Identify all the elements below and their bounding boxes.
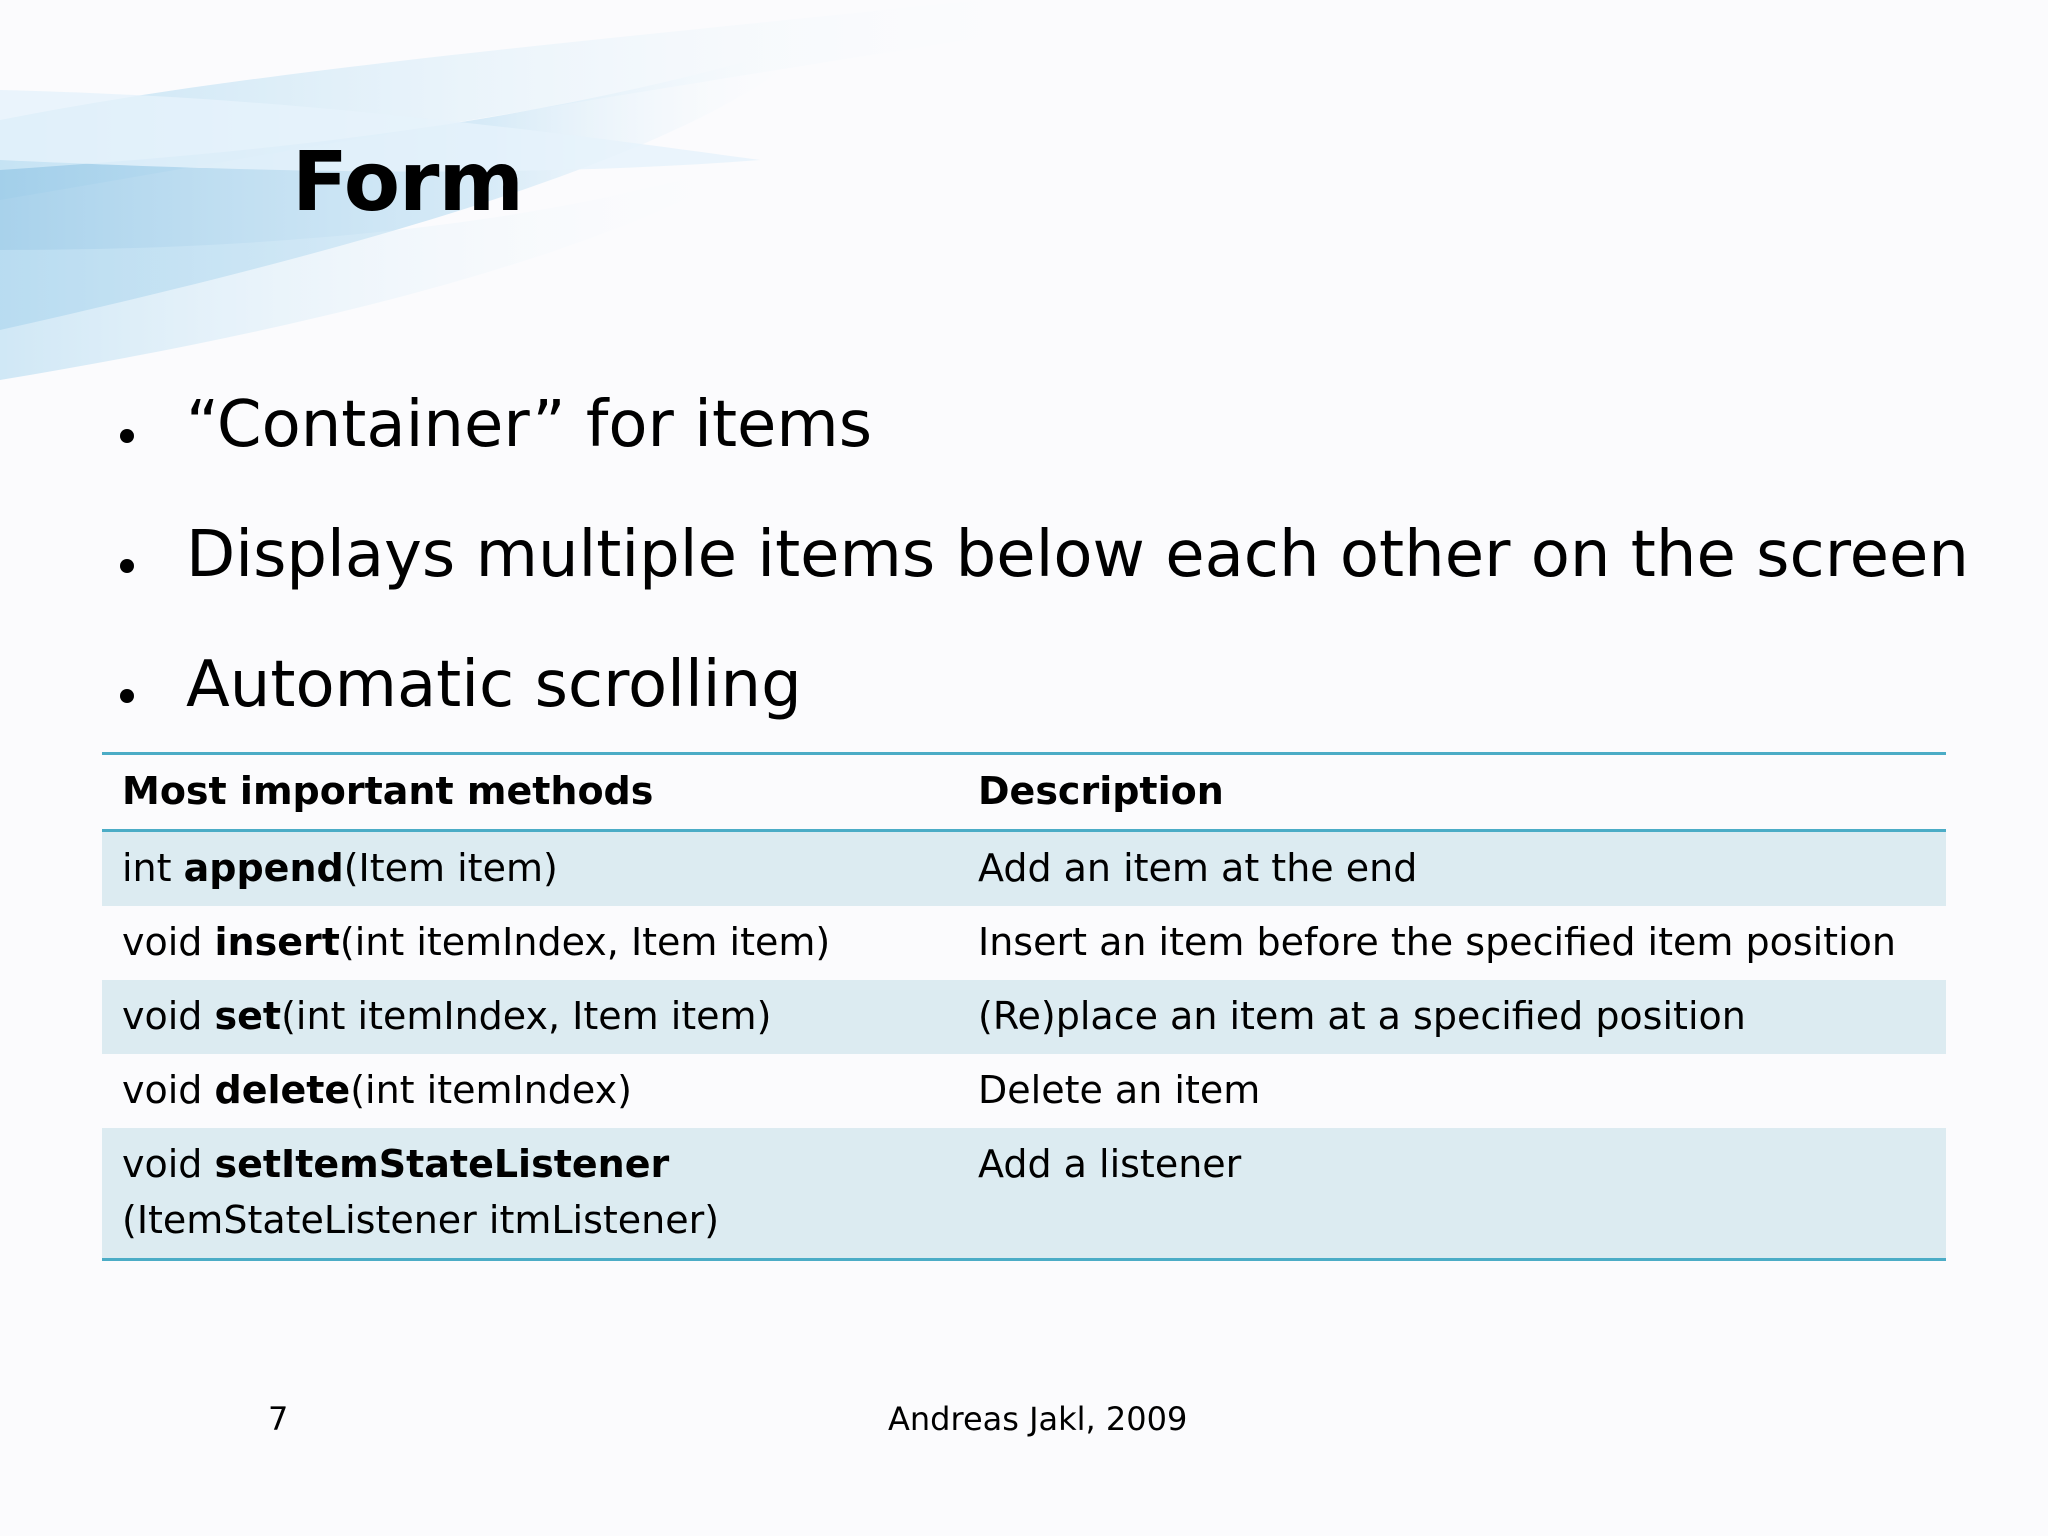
table-row <box>102 980 1946 1054</box>
method-name: insert <box>214 920 340 964</box>
method-cell <box>102 1054 958 1128</box>
method-name: set <box>214 994 282 1038</box>
bullet-dot-icon <box>120 429 134 443</box>
method-cell <box>102 906 958 980</box>
method-params: (int itemIndex) <box>350 1068 632 1112</box>
description-cell: Delete an item <box>978 1068 1261 1112</box>
page-number: 7 <box>268 1400 289 1438</box>
bullet-text: “Container” for items <box>186 388 873 462</box>
return-type: void <box>122 1068 215 1112</box>
return-type: void <box>122 994 215 1038</box>
bullet-text: Displays multiple items below each other on the screen <box>186 518 1969 592</box>
header-methods: Most important methods <box>122 769 654 813</box>
table-header-row <box>102 754 1946 831</box>
table-row <box>102 906 1946 980</box>
method-cell <box>102 980 958 1054</box>
decorative-swoosh <box>0 0 1100 420</box>
method-params-continued: (ItemStateListener itmListener) <box>122 1198 720 1242</box>
bullet-dot-icon <box>120 559 134 573</box>
return-type: int <box>122 846 184 890</box>
methods-table <box>102 752 1946 1261</box>
footer-author: Andreas Jakl, 2009 <box>888 1400 1188 1438</box>
table-row <box>102 831 1946 907</box>
method-cell <box>102 831 958 907</box>
bullet-list <box>120 360 1969 750</box>
bullet-text: Automatic scrolling <box>186 648 802 722</box>
description-cell: Add an item at the end <box>978 846 1418 890</box>
description-cell: Insert an item before the specified item position <box>978 920 1896 964</box>
table-row <box>102 1128 1946 1260</box>
return-type: void <box>122 1142 215 1186</box>
method-params: (int itemIndex, Item item) <box>339 920 831 964</box>
description-cell: Add a listener <box>978 1142 1242 1186</box>
method-name: setItemStateListener <box>214 1142 670 1186</box>
bullet-item <box>120 490 1969 620</box>
method-params: (int itemIndex, Item item) <box>281 994 772 1038</box>
method-name: append <box>183 846 344 890</box>
slide-title: Form <box>292 135 523 230</box>
header-description: Description <box>978 769 1224 813</box>
table-row <box>102 1054 1946 1128</box>
bullet-item <box>120 620 1969 750</box>
method-name: delete <box>214 1068 351 1112</box>
bullet-dot-icon <box>120 689 134 703</box>
bullet-item <box>120 360 1969 490</box>
method-cell <box>102 1128 958 1260</box>
return-type: void <box>122 920 215 964</box>
method-params: (Item item) <box>343 846 558 890</box>
description-cell: (Re)place an item at a specified position <box>978 994 1746 1038</box>
